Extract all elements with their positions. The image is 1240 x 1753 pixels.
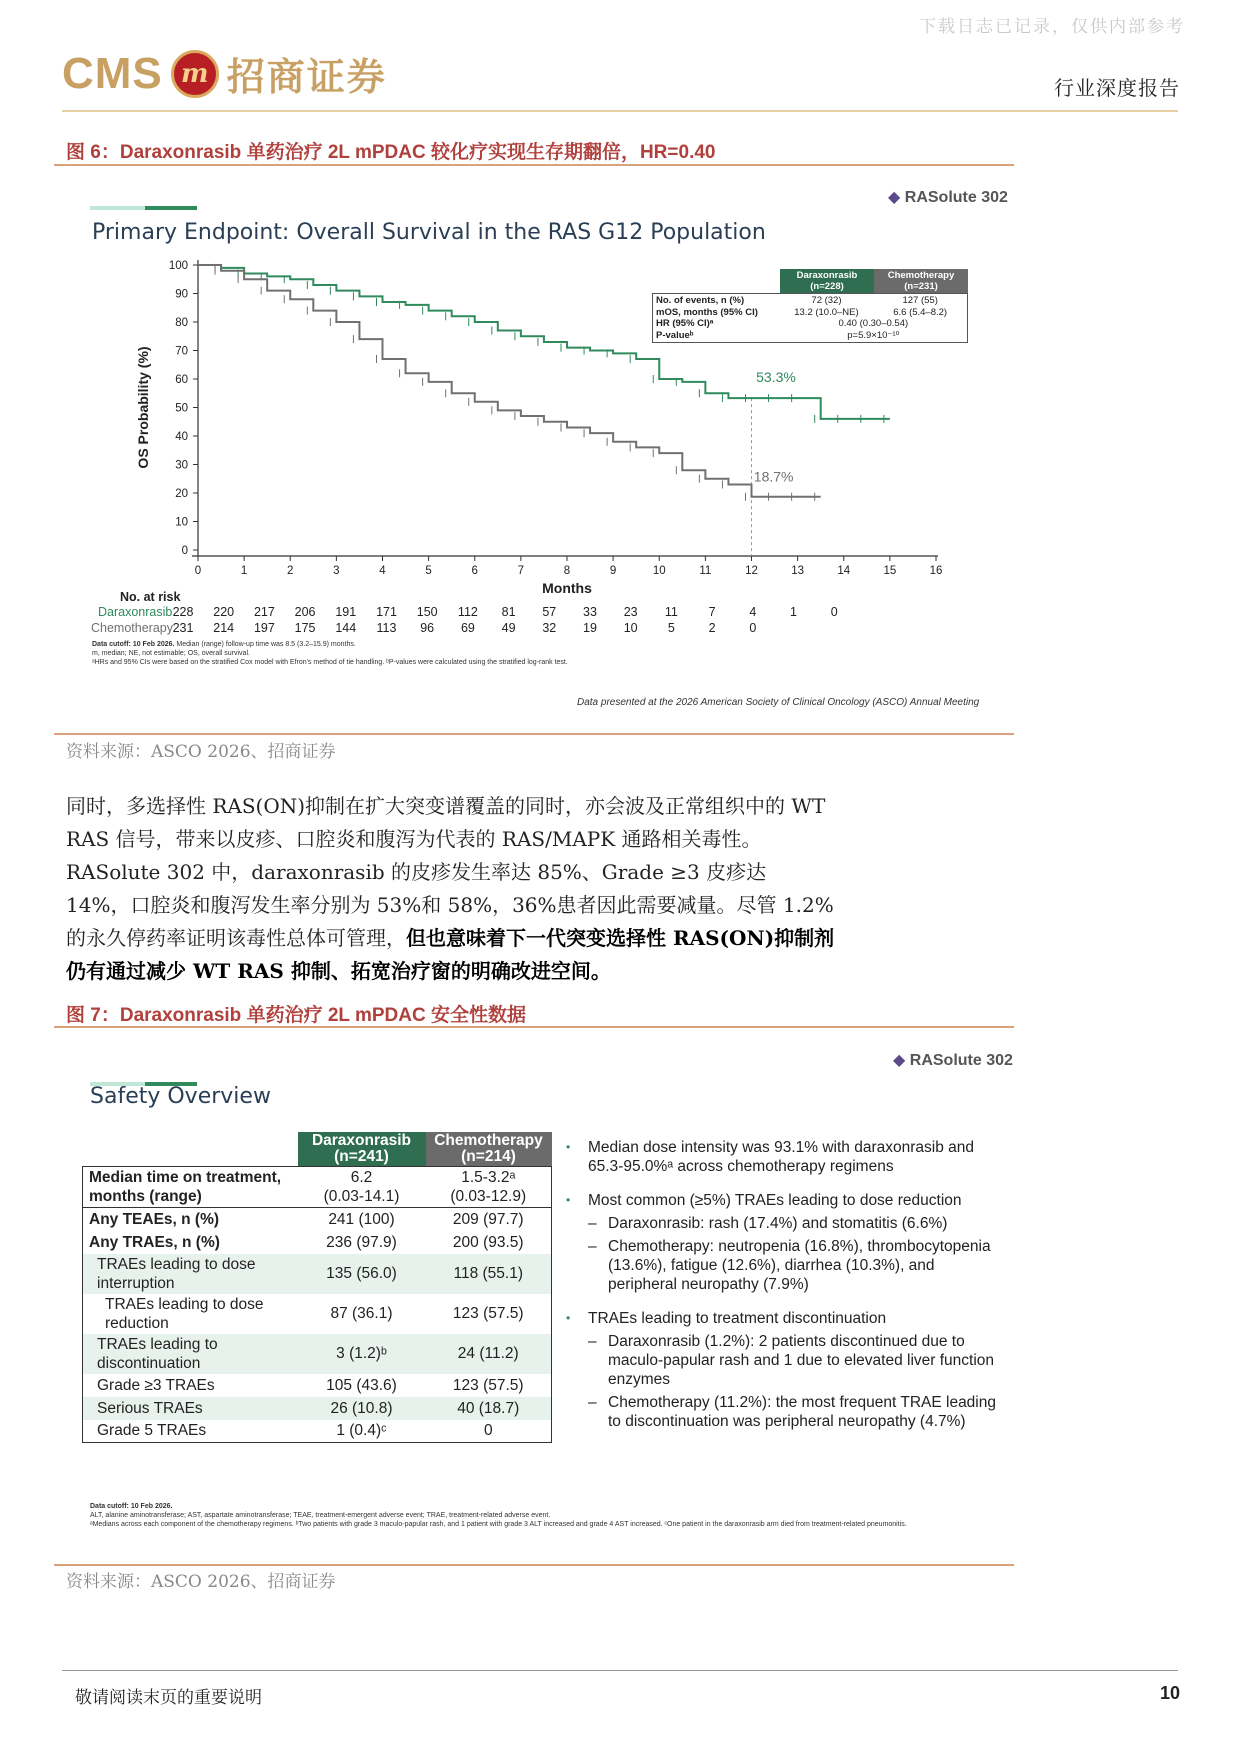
logo-cms-text: CMS [62,48,163,98]
figure7-title-rule [54,1026,1014,1028]
x-tick-label: 14 [837,565,851,577]
safety-sub-bullet: – Daraxonrasib (1.2%): 2 patients discontinued due to maculo-papular rash and 1 due to elevated liver function enzymes [588,1333,995,1388]
safety-row [83,1420,552,1443]
safety-row-value: 6.2 (0.03-14.1) [298,1167,426,1208]
os-stats-table [652,269,968,343]
safety-row-label: Grade 5 TRAEs [83,1420,298,1443]
figure7-title: 图 7：Daraxonrasib 单药治疗 2L mPDAC 安全性数据 [66,1005,526,1026]
x-tick-label: 1 [240,565,248,577]
stats-col2-header: Chemotherapy [887,270,955,281]
safety-row-value: 87 (36.1) [298,1294,426,1334]
safety-row-label: TRAEs leading to dose reduction [83,1294,298,1334]
risk-cell: 228 [172,605,194,619]
safety-sub-bullet: – Chemotherapy (11.2%): the most frequent TRAE leading to discontinuation was peripheral neuropathy (4.7%) [588,1394,996,1430]
risk-cell: 150 [416,605,438,619]
safety-row-value: 0 [426,1420,552,1443]
figure6-bottom-rule [54,733,1014,735]
y-tick-label: 60 [175,374,188,386]
watermark-text: 下载日志已记录，仅供内部参考 [919,17,1185,37]
risk-table-title: No. at risk [120,590,181,604]
safety-row-value: 123 (57.5) [426,1374,552,1397]
x-axis-label: Months [542,580,592,596]
safety-row-label: Any TRAEs, n (%) [89,1233,220,1251]
safety-bullet: • TRAEs leading to treatment discontinuation – Daraxonrasib (1.2%): 2 patients discontinued due to maculo-papular rash and 1 due to elevated liver function enzymes – Chemotherapy (11.2%): the most frequent TRAE leading to discontinuation was peripheral neuropathy (4.7%) [566,1310,996,1430]
company-logo [62,46,387,101]
risk-cell: 49 [501,621,516,635]
stats-row-value: 6.6 (5.4–8.2) [893,306,948,318]
safety-row-value: 241 (100) [328,1210,395,1228]
y-tick-label: 50 [175,402,188,415]
x-tick-label: 9 [609,565,617,577]
x-tick-label: 13 [791,565,805,577]
safety-col2-header: Chemotherapy [434,1132,543,1149]
x-tick-label: 6 [471,565,478,577]
risk-cell: 197 [253,621,275,635]
logo-chinese-text: 招商证券 [226,54,387,99]
stats-row-value: 72 (32) [811,295,842,306]
figure7-bottom-rule [54,1564,1014,1566]
safety-row-label: TRAEs leading to dose interruption [83,1254,298,1294]
figure7-notes: Data cutoff: 10 Feb 2026. ALT, alanine aminotransferase; AST, aspartate aminotransferase; TEAE, treatment-emergent adverse event; TRAE, treatment-related adverse event. ᵃMedians across each component of the chemotherapy regimens. ᵇTwo patients with grade 3 maculo-papular rash, and 1 patient with grade 3 ALT increased and grade 4 AST increased. ᶜOne patient in the daraxonrasib arm died from treatment-related pneumonitis. [90,1503,907,1528]
risk-cell: 220 [213,605,235,619]
safety-sub-bullet: – Daraxonrasib: rash (17.4%) and stomatitis (6.6%) [588,1215,948,1232]
safety-row [83,1254,552,1294]
safety-row-value: 24 (11.2) [426,1334,552,1374]
risk-cell: 69 [460,621,475,635]
safety-row-value: 123 (57.5) [426,1294,552,1334]
stats-row-value: 13.2 (10.0–NE) [794,306,859,318]
risk-cell: 19 [583,621,597,635]
stats-col1-header: Daraxonrasib [796,270,858,281]
stats-col2-n: (n=231) [904,281,938,292]
x-tick-label: 12 [745,565,758,577]
safety-row-label: Grade ≥3 TRAEs [83,1374,298,1397]
brand-logo-icon: ◆ [893,1052,906,1069]
safety-row-value: 1 (0.4)ᶜ [298,1420,426,1443]
figure6-title: 图 6：Daraxonrasib 单药治疗 2L mPDAC 较化疗实现生存期翻倍，HR=0.40 [66,142,716,163]
figure6-panel-title: Primary Endpoint: Overall Survival in the RAS G12 Population [92,220,766,245]
risk-cell: 113 [376,621,397,635]
safety-row-value: 209 (97.7) [452,1210,524,1228]
risk-cell: 7 [708,605,716,619]
figure7-source: 资料来源：ASCO 2026、招商证券 [66,1572,336,1592]
figure7-panel-title: Safety Overview [90,1084,271,1109]
risk-cell: 96 [420,621,435,635]
figure6-accent [90,206,145,210]
logo-emblem-icon: m [171,50,219,98]
y-tick-label: 10 [175,516,188,529]
safety-row [83,1397,552,1420]
safety-table: Daraxonrasib (n=241) Chemotherapy (n=214) Median time on treatment, months (range) 6.2 (0.03-14.1) 1.5-3.2ᵃ (0.03-12.9) Any TEAEs, n (%) 241 (100) 209 (97.7) Any TRAEs, n (%) 236 (97.9) 200 (93.5) TRAEs leading to dose interruption 135 (56.0) 118 (55.1) TRAEs leading to dose reduction 87 (36.1) 123 (57.5) TRAEs leading to discontinuation 3 (1.2)ᵇ 24 (11.2) Grade ≥3 TRAEs 105 (43.6) 123 (57.5) Serious TRAEs 26 (10.8) 40 (18.7) Grade 5 TRAEs 1 (0.4)ᶜ 0 [82,1132,552,1443]
safety-row-value: 200 (93.5) [452,1233,524,1251]
x-tick-label: 2 [287,565,294,577]
footer-divider [62,1670,1178,1671]
safety-row [83,1208,552,1231]
figure6-presented-note: Data presented at the 2026 American Society of Clinical Oncology (ASCO) Annual Meeting [577,697,980,708]
y-tick-label: 20 [175,488,188,500]
risk-cell: 5 [667,621,675,635]
risk-cell: 231 [172,621,194,635]
safety-row-label: Any TEAEs, n (%) [89,1210,220,1228]
y-tick-label: 90 [175,288,188,301]
x-tick-label: 16 [929,565,943,577]
safety-bullets [566,1138,996,1446]
risk-cell: 171 [376,605,397,619]
risk-row-name: Chemotherapy [91,621,173,635]
risk-cell: 32 [542,621,557,635]
risk-cell: 0 [830,605,838,619]
x-tick-label: 15 [883,565,897,577]
stats-row-label: HR (95% CI)ᵃ [656,318,714,329]
safety-row-value: 236 (97.9) [326,1233,397,1251]
page-number: 10 [1159,1683,1180,1703]
y-tick-label: 100 [168,260,188,272]
safety-row [83,1167,552,1208]
risk-cell: 191 [335,605,357,619]
brand-logo-icon: ◆ [888,189,901,206]
risk-cell: 217 [253,605,275,619]
stats-row-label: P-valueᵇ [656,329,694,341]
safety-row-value: 1.5-3.2ᵃ (0.03-12.9) [426,1167,552,1208]
safety-row-value: 118 (55.1) [426,1254,552,1294]
figure7-brand: ◆ RASolute 302 [893,1052,1013,1069]
risk-cell: 214 [213,621,235,635]
y-axis-label: OS Probability (%) [135,346,151,469]
safety-row-label: Serious TRAEs [83,1397,298,1420]
x-tick-label: 11 [699,565,712,577]
y-tick-label: 70 [175,345,188,358]
risk-cell: 10 [623,621,638,635]
x-tick-label: 3 [333,565,340,577]
header-divider [62,110,1178,112]
safety-row-value: 40 (18.7) [426,1397,552,1420]
safety-row-label: TRAEs leading to discontinuation [83,1334,298,1374]
report-type-label: 行业深度报告 [1054,76,1180,100]
safety-col1-header: Daraxonrasib [311,1132,412,1149]
y-tick-label: 40 [175,431,188,443]
footer-disclaimer: 敬请阅读末页的重要说明 [75,1688,262,1708]
x-tick-label: 0 [194,565,202,577]
risk-row-name: Daraxonrasib [98,605,173,619]
safety-table-wrap [82,1132,552,1443]
stats-col1-n: (n=228) [810,281,844,292]
risk-cell: 144 [335,621,357,635]
survival-annotation: 18.7% [753,468,794,485]
figure6-brand: ◆ RASolute 302 [888,189,1008,206]
x-tick-label: 8 [563,565,571,577]
safety-bullet: • Most common (≥5%) TRAEs leading to dose reduction – Daraxonrasib: rash (17.4%) and stomatitis (6.6%) – Chemotherapy: neutropenia (16.8%), thrombocytopenia (13.6%), fatigue (12.6%), diarrhea (10.3%), and peripheral neuropathy (7.9%) [566,1191,996,1294]
stats-row-label: mOS, months (95% CI) [656,306,758,318]
safety-row-value: 135 (56.0) [298,1254,426,1294]
risk-cell: 33 [583,605,597,619]
stats-row-value: p=5.9×10⁻¹⁰ [847,329,900,341]
figure6-title-rule [54,164,1014,166]
body-paragraph: 同时，多选择性 RAS(ON)抑制在扩大突变谱覆盖的同时，亦会波及正常组织中的 WT RAS 信号，带来以皮疹、口腔炎和腹泻为代表的 RAS/MAPK 通路相关毒性。RASolute 302 中，daraxonrasib 的皮疹发生率达 85%、Grade ≥3 皮疹达 14%，口腔炎和腹泻发生率分别为 53%和 58%，36%患者因此需要减量。尽管 1.2%的永久停药率证明该毒性总体可管理，但也意味着下一代突变选择性 RAS(ON)抑制剂仍有通过减少 WT RAS 抑制、拓宽治疗窗的明确改进空间。 [66,794,835,983]
risk-cell: 2 [708,621,716,635]
survival-annotation: 53.3% [756,368,796,385]
safety-bullet: • Median dose intensity was 93.1% with daraxonrasib and 65.3-95.0%ᵃ across chemotherapy regimens [566,1139,975,1175]
y-tick-label: 0 [181,545,188,557]
risk-cell: 11 [664,605,678,619]
risk-cell: 1 [790,605,797,619]
safety-row [83,1294,552,1334]
risk-cell: 112 [457,605,478,619]
x-tick-label: 4 [379,565,386,577]
risk-cell: 23 [623,605,638,619]
safety-row [83,1231,552,1254]
x-tick-label: 10 [652,565,666,577]
safety-row-value: 26 (10.8) [298,1397,426,1420]
stats-row-value: 127 (55) [902,295,938,306]
risk-cell: 57 [542,605,557,619]
x-tick-label: 5 [425,565,432,577]
stats-row-label: No. of events, n (%) [656,295,745,306]
risk-cell: 206 [294,605,316,619]
risk-cell: 0 [749,621,757,635]
safety-row-value: 3 (1.2)ᵇ [298,1334,426,1374]
risk-cell: 175 [294,621,316,635]
safety-sub-bullet: – Chemotherapy: neutropenia (16.8%), thrombocytopenia (13.6%), fatigue (12.6%), diarrhea (10.3%), and peripheral neuropathy (7.9%) [588,1238,991,1293]
safety-row-value: 105 (43.6) [298,1374,426,1397]
figure6-accent-dark [145,206,197,210]
x-tick-label: 7 [517,565,525,577]
safety-row-label: Median time on treatment, months (range) [83,1167,298,1208]
safety-row [83,1374,552,1397]
figure6-notes: Data cutoff: 10 Feb 2026. Median (range) follow-up time was 8.5 (3.2–15.9) months. m, median; NE, not estimable; OS, overall survival. ᵃHRs and 95% CIs were based on the stratified Cox model with Efron's method of tie handling. ᵇP-values were calculated using the stratified log-rank test. [92,641,568,666]
y-tick-label: 30 [175,459,188,472]
risk-cell: 81 [501,605,516,619]
stats-row-value: 0.40 (0.30–0.54) [838,318,909,329]
figure6-source: 资料来源：ASCO 2026、招商证券 [66,742,336,762]
y-tick-label: 80 [175,317,188,329]
safety-row [83,1334,552,1374]
risk-cell: 4 [749,605,757,619]
